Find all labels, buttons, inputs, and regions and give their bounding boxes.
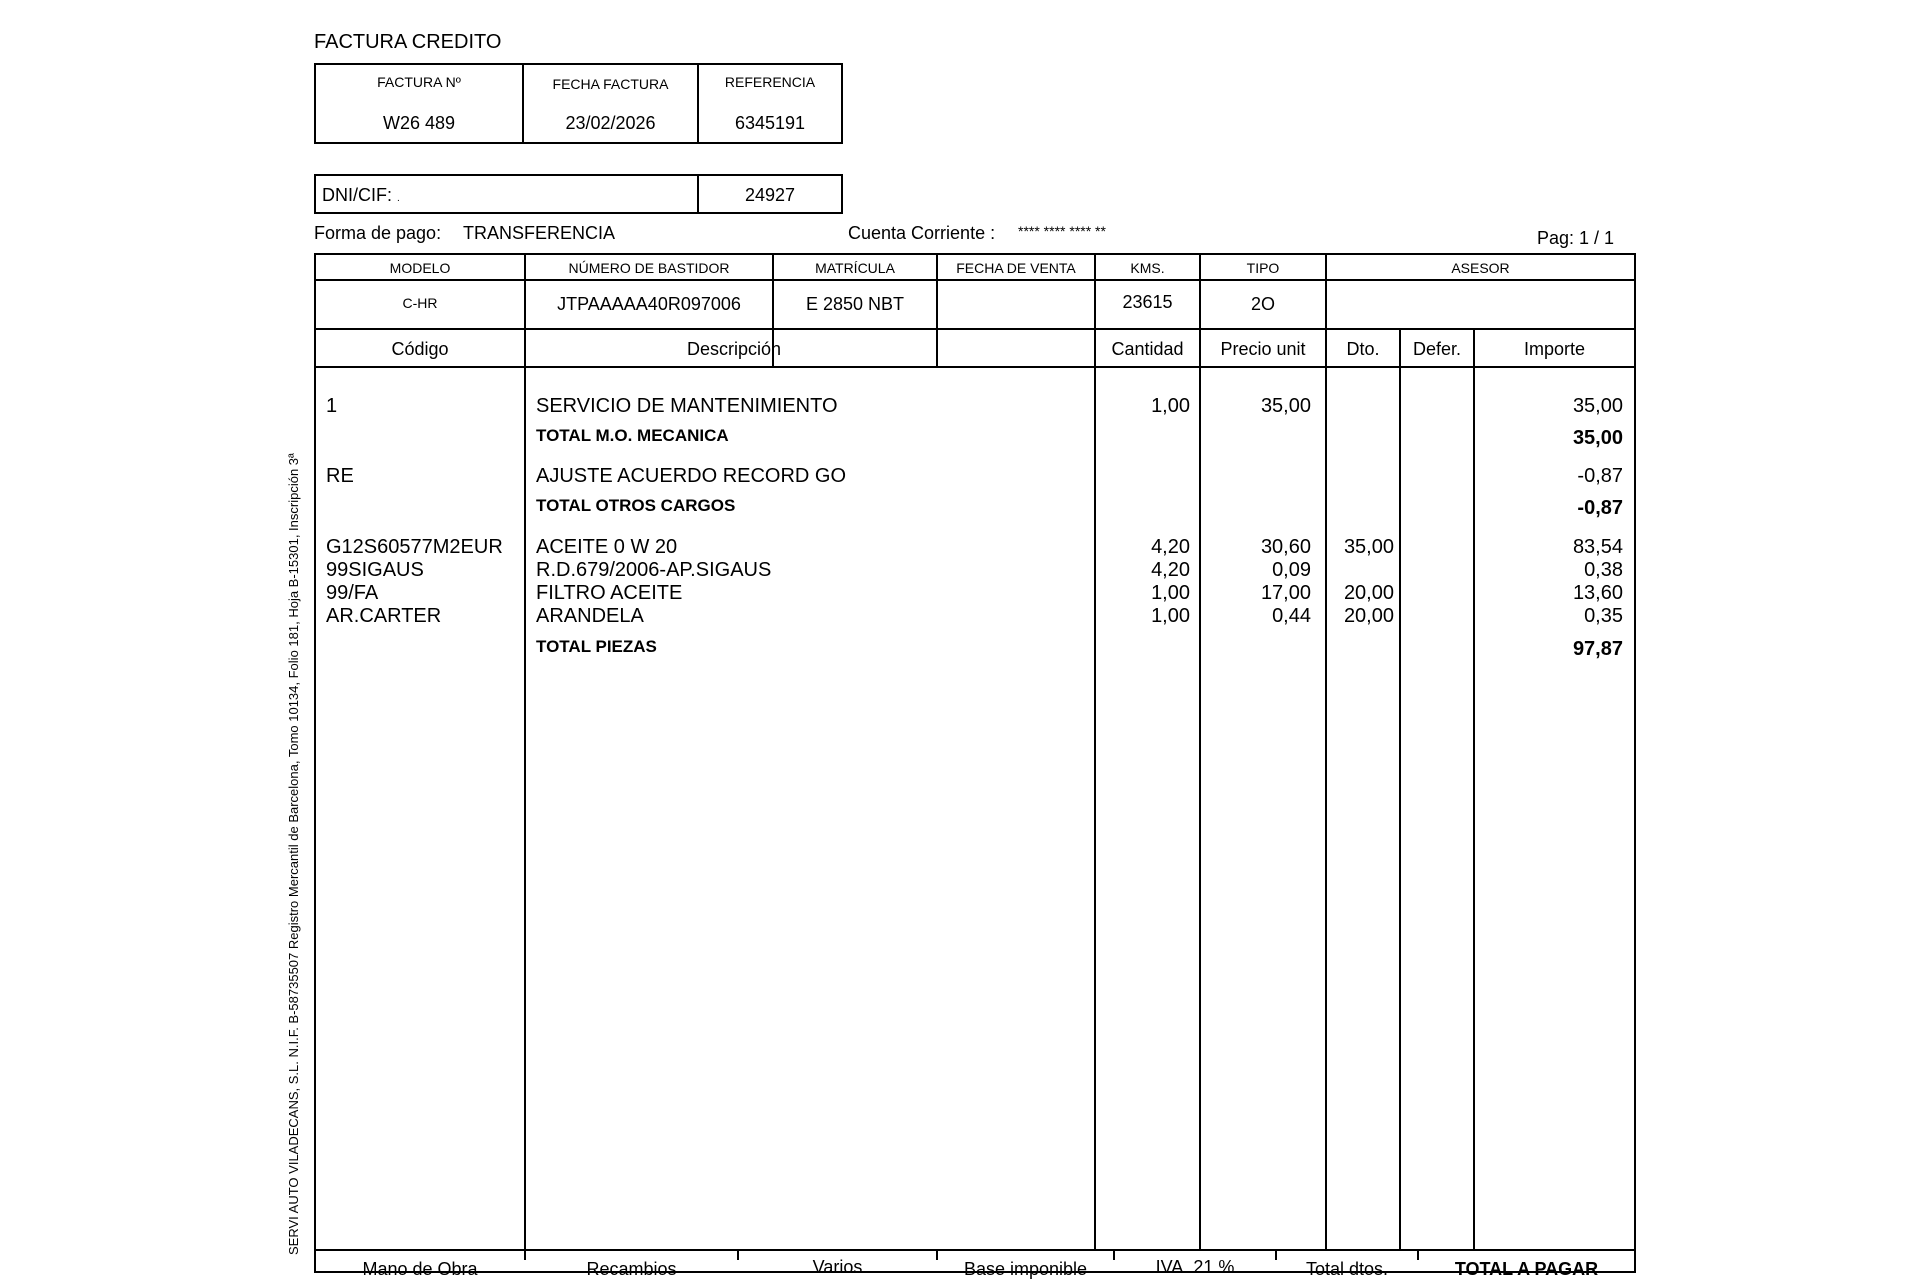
reference-label: REFERENCIA	[724, 74, 816, 90]
invoice-number-label: FACTURA Nº	[377, 74, 461, 90]
line-precio: 30,60	[1260, 536, 1311, 558]
vehicle-value-matricula: E 2850 NBT	[805, 294, 905, 314]
line-importe: -0,87	[1577, 497, 1623, 519]
dni-value: 24927	[744, 185, 796, 205]
line-dto: 35,00	[1343, 536, 1394, 558]
line-importe: 0,35	[1584, 605, 1623, 627]
line-importe: 83,54	[1572, 536, 1623, 558]
line-codigo: 99SIGAUS	[326, 559, 424, 581]
line-codigo: G12S60577M2EUR	[326, 536, 503, 558]
line-precio: 0,44	[1272, 605, 1311, 627]
column-header-cantidad: Cantidad	[1111, 339, 1184, 359]
footer-mano-obra: Mano de Obra	[362, 1259, 478, 1279]
line-cantidad: 1,00	[1151, 582, 1190, 604]
line-codigo: AR.CARTER	[326, 605, 442, 627]
vehicle-header-bastidor: NÚMERO DE BASTIDOR	[568, 260, 730, 276]
line-importe: 97,87	[1572, 638, 1623, 660]
line-descripcion: TOTAL PIEZAS	[536, 637, 657, 656]
column-header-codigo: Código	[391, 339, 449, 359]
line-cantidad: 4,20	[1151, 559, 1190, 581]
vehicle-header-fecha-venta: FECHA DE VENTA	[956, 260, 1076, 276]
dni-label: DNI/CIF: .	[322, 185, 400, 205]
footer-total-dtos: Total dtos.	[1305, 1259, 1389, 1279]
line-descripcion: ARANDELA	[536, 605, 644, 627]
line-importe: 0,38	[1584, 559, 1623, 581]
account-value: **** **** **** **	[1018, 223, 1106, 239]
line-descripcion: SERVICIO DE MANTENIMIENTO	[536, 395, 838, 417]
vehicle-value-modelo: C-HR	[402, 295, 438, 311]
column-header-descripcion: Descripción	[686, 339, 782, 359]
payment-label: Forma de pago:	[314, 223, 442, 243]
col-divider	[1325, 328, 1327, 1249]
line-precio: 17,00	[1260, 582, 1311, 604]
row-divider	[314, 328, 1636, 330]
line-codigo: 99/FA	[326, 582, 379, 604]
line-importe: 35,00	[1572, 427, 1623, 449]
invoice-number-value: W26 489	[382, 113, 456, 133]
column-header-importe: Importe	[1523, 339, 1586, 359]
reference-value: 6345191	[734, 113, 806, 133]
line-dto: 20,00	[1343, 582, 1394, 604]
line-cantidad: 1,00	[1151, 605, 1190, 627]
row-divider	[314, 279, 1636, 281]
vehicle-header-matricula: MATRÍCULA	[815, 260, 895, 276]
line-descripcion: FILTRO ACEITE	[536, 582, 683, 604]
vehicle-header-modelo: MODELO	[389, 260, 451, 276]
line-precio: 0,09	[1272, 559, 1311, 581]
vehicle-value-tipo: 2O	[1250, 294, 1275, 314]
col-divider	[524, 328, 526, 1249]
vehicle-header-tipo: TIPO	[1246, 260, 1280, 276]
company-legal-text: SERVI AUTO VILADECANS, S.L. N.I.F. B-58735507 Registro Mercantil de Barcelona, Tomo 10134, Folio 181, Hoja B-15301, Inscripción 3ª	[286, 453, 301, 1255]
footer-varios: Varios	[812, 1257, 863, 1277]
line-descripcion: ACEITE 0 W 20	[536, 536, 678, 558]
vehicle-value-bastidor: JTPAAAAA40R097006	[557, 294, 741, 314]
column-header-dto: Dto.	[1346, 339, 1380, 359]
line-codigo: 1	[326, 395, 338, 417]
line-cantidad: 1,00	[1151, 395, 1190, 417]
footer-total-a-pagar: TOTAL A PAGAR	[1454, 1259, 1599, 1279]
column-header-defer: Defer.	[1412, 339, 1462, 359]
document-title: FACTURA CREDITO	[314, 31, 502, 53]
footer-recambios: Recambios	[586, 1259, 677, 1279]
line-descripcion: AJUSTE ACUERDO RECORD GO	[536, 465, 847, 487]
payment-value: TRANSFERENCIA	[463, 223, 616, 243]
vehicle-header-kms: KMS.	[1130, 260, 1165, 276]
footer-iva: IVA 21 %	[1155, 1257, 1235, 1277]
invoice-date-value: 23/02/2026	[565, 113, 656, 133]
account-label: Cuenta Corriente :	[848, 223, 996, 243]
row-divider	[314, 366, 1636, 368]
row-divider	[314, 1249, 1636, 1251]
footer-base-imponible: Base imponible	[963, 1259, 1088, 1279]
line-codigo: RE	[326, 465, 354, 487]
line-cantidad: 4,20	[1151, 536, 1190, 558]
col-divider	[1199, 328, 1201, 1249]
col-divider	[1399, 328, 1401, 1249]
line-dto: 20,00	[1343, 605, 1394, 627]
line-precio: 35,00	[1260, 395, 1311, 417]
vehicle-value-kms: 23615	[1122, 292, 1173, 312]
col-divider	[1094, 328, 1096, 1249]
line-descripcion: TOTAL M.O. MECANICA	[536, 426, 729, 445]
line-descripcion: TOTAL OTROS CARGOS	[536, 496, 736, 515]
line-importe: 35,00	[1572, 395, 1623, 417]
column-header-precio: Precio unit	[1220, 339, 1306, 359]
invoice-date-label: FECHA FACTURA	[552, 76, 669, 92]
vehicle-header-asesor: ASESOR	[1451, 260, 1510, 276]
page-number: Pag: 1 / 1	[1537, 228, 1615, 248]
line-importe: -0,87	[1577, 465, 1623, 487]
line-importe: 13,60	[1572, 582, 1623, 604]
line-descripcion: R.D.679/2006-AP.SIGAUS	[536, 559, 772, 581]
